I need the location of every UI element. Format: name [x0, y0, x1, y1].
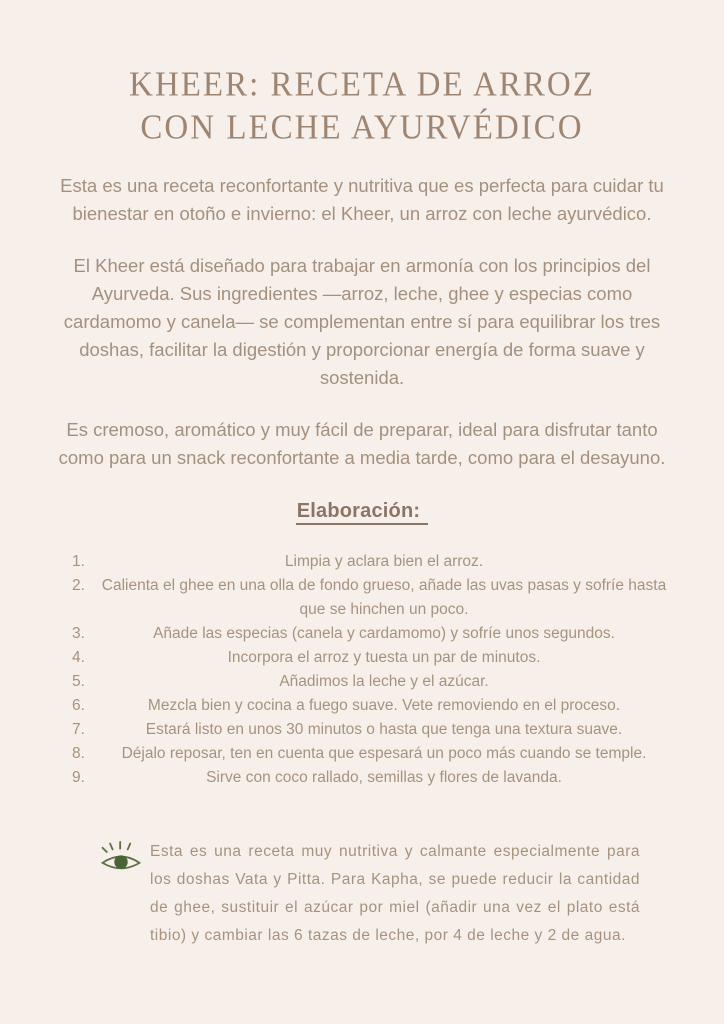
- step-text: Déjalo reposar, ten en cuenta que espesará un poco más cuando se temple.: [121, 745, 647, 762]
- intro-paragraph-1: Esta es una receta reconfortante y nutritiva que es perfecta para cuidar tu bienestar en otoño e invierno: el Kheer, un arroz con leche ayurvédico.: [60, 175, 664, 224]
- note-block: [100, 838, 640, 950]
- note-text: Esta es una receta muy nutritiva y calmante especialmente para los doshas Vata y Pitta. Para Kapha, se puede reducir la cantidad de ghee, sustituir el azúcar por miel (añadir una vez el plato está tibio) y cambiar las 6 tazas de leche, por 4 de leche y 2 de agua.: [150, 843, 640, 944]
- step-number: 6.: [72, 697, 85, 714]
- eye-icon: [100, 840, 142, 874]
- step-number: 5.: [72, 673, 85, 690]
- step-item-3: [52, 622, 672, 646]
- page-title-line-1: KHEER: RECETA DE ARROZ: [129, 66, 595, 104]
- step-item-9: [52, 766, 672, 790]
- step-text: Añadimos la leche y el azúcar.: [279, 673, 489, 690]
- step-text: Estará listo en unos 30 minutos o hasta que tenga una textura suave.: [145, 721, 623, 738]
- intro-paragraph-3: Es cremoso, aromático y muy fácil de preparar, ideal para disfrutar tanto como para un snack reconfortante a media tarde, como para el desayuno.: [58, 419, 666, 468]
- step-text: Calienta el ghee en una olla de fondo grueso, añade las uvas pasas y sofríe hasta que se hinchen un poco.: [101, 577, 667, 618]
- step-text: Sirve con coco rallado, semillas y flores de lavanda.: [206, 769, 562, 786]
- intro-paragraph-2: El Kheer está diseñado para trabajar en armonía con los principios del Ayurveda. Sus ingredientes —arroz, leche, ghee y especias como cardamomo y canela— se complementan entre sí para equilibrar los tres doshas, facilitar la digestión y proporcionar energía de forma suave y sostenida.: [63, 255, 661, 388]
- section-heading-elaboracion: [0, 498, 724, 524]
- step-item-4: [52, 646, 672, 670]
- step-text: Incorpora el arroz y tuesta un par de minutos.: [227, 649, 541, 666]
- section-heading-text: Elaboración:: [296, 500, 429, 525]
- steps-list: [52, 550, 672, 790]
- step-number: 3.: [72, 625, 85, 642]
- step-number: 2.: [72, 577, 85, 594]
- step-item-8: [52, 742, 672, 766]
- step-item-6: [52, 694, 672, 718]
- step-text: Limpia y aclara bien el arroz.: [284, 553, 484, 570]
- step-number: 7.: [72, 721, 85, 738]
- step-item-2: [52, 574, 672, 622]
- step-text: Añade las especias (canela y cardamomo) y sofríe unos segundos.: [153, 625, 615, 642]
- step-number: 8.: [72, 745, 85, 762]
- page-title-line-2: CON LECHE AYURVÉDICO: [140, 109, 584, 147]
- step-item-7: [52, 718, 672, 742]
- page-title: [0, 64, 724, 150]
- step-item-5: [52, 670, 672, 694]
- step-number: 1.: [72, 553, 85, 570]
- step-text: Mezcla bien y cocina a fuego suave. Vete removiendo en el proceso.: [147, 697, 621, 714]
- step-item-1: [52, 550, 672, 574]
- step-number: 9.: [72, 769, 85, 786]
- step-number: 4.: [72, 649, 85, 666]
